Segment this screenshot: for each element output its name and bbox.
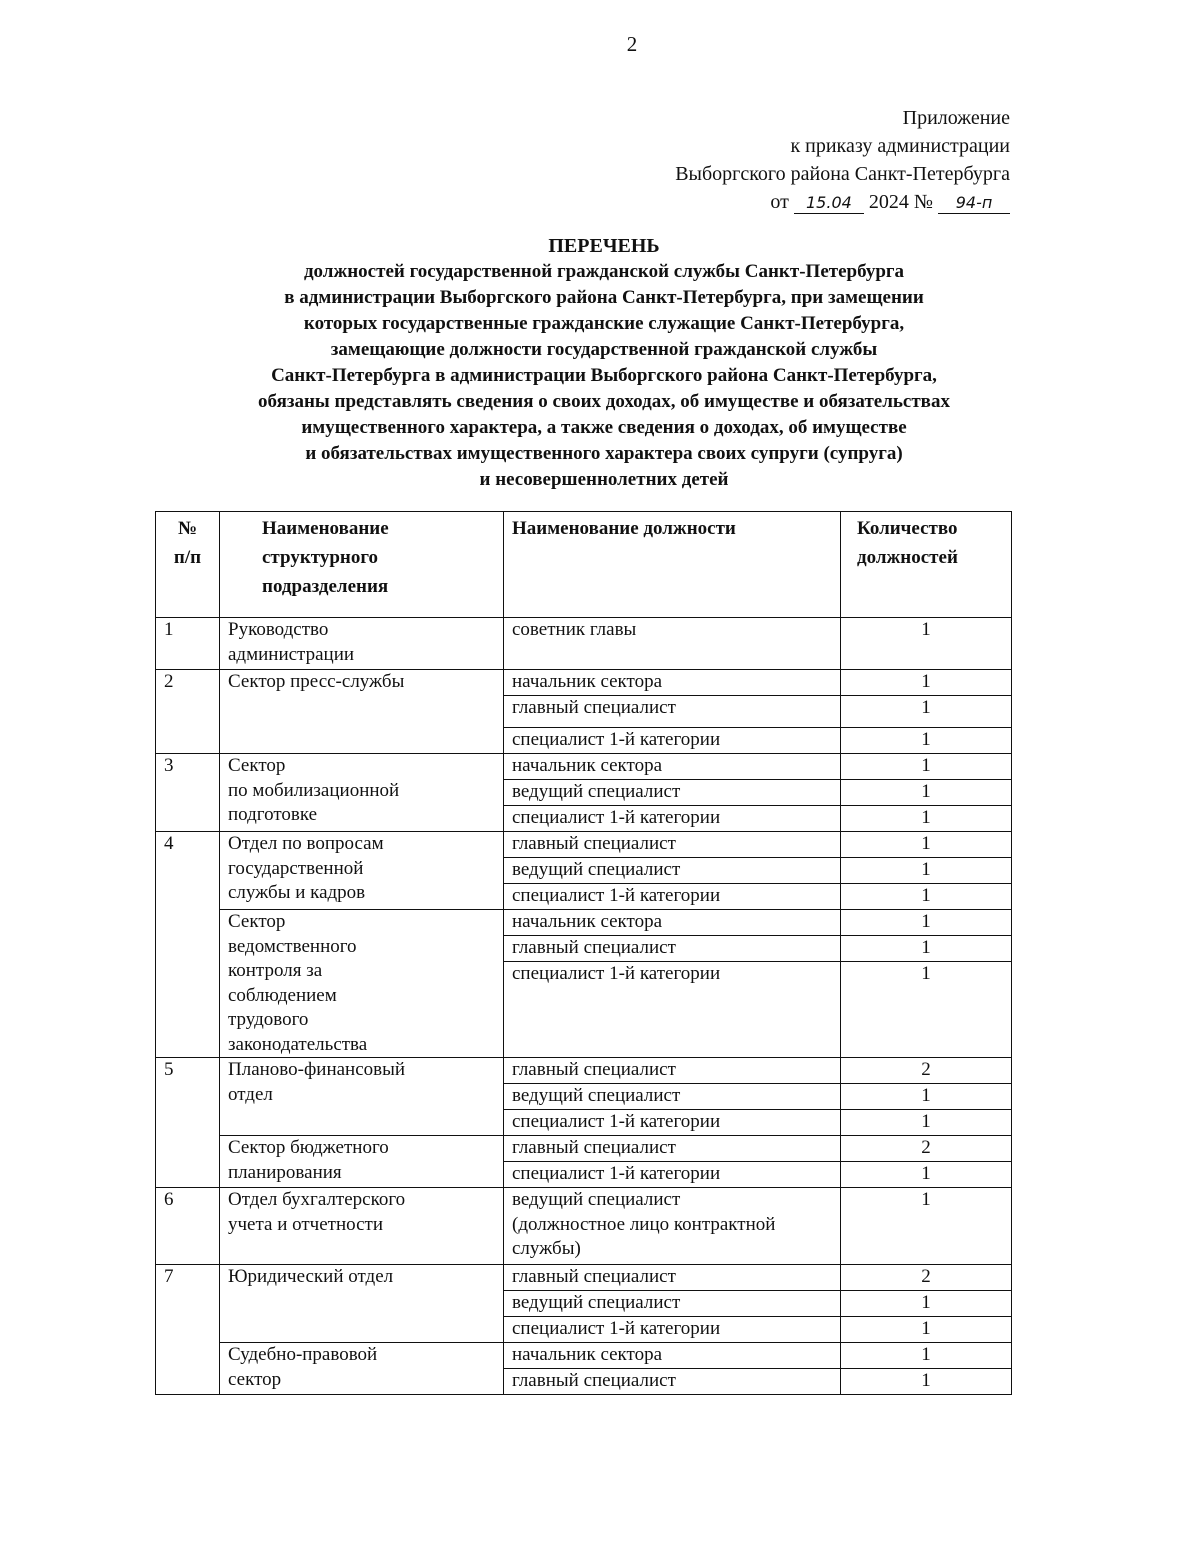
appendix-line: к приказу администрации (790, 135, 1010, 157)
appendix-line: Приложение (902, 107, 1010, 129)
count-cell: 1 (841, 1369, 1012, 1395)
unit-text: службы и кадров (228, 882, 366, 903)
unit-text: Сектор (228, 911, 286, 932)
header-text: № (177, 518, 198, 539)
unit-cell (220, 832, 504, 910)
header-text: должностей (857, 547, 958, 568)
position-cell: специалист 1-й категории (504, 806, 841, 832)
title-line: должностей государственной гражданской службы Санкт-Петербурга (303, 261, 905, 282)
position-cell (504, 1188, 841, 1265)
position-cell: главный специалист (504, 1058, 841, 1084)
unit-text: Планово-финансовый (228, 1059, 406, 1080)
position-cell: специалист 1-й категории (504, 1110, 841, 1136)
row-number: 5 (156, 1058, 220, 1188)
count-cell: 1 (841, 1110, 1012, 1136)
table-row (156, 1136, 1012, 1162)
count-cell: 2 (841, 1058, 1012, 1084)
row-number: 7 (156, 1265, 220, 1395)
count-cell: 1 (841, 1188, 1012, 1265)
unit-text: Отдел бухгалтерского (228, 1189, 406, 1210)
table-row (156, 618, 1012, 670)
title-line: и несовершеннолетних детей (479, 469, 729, 490)
date-prefix: от (770, 191, 789, 213)
position-cell: специалист 1-й категории (504, 1317, 841, 1343)
title-line: и обязательствах имущественного характера своих супруги (супруга) (305, 443, 903, 464)
title-line: замещающие должности государственной гражданской службы (330, 339, 878, 360)
count-cell: 1 (841, 780, 1012, 806)
handwritten-order-number: 94-п (938, 193, 1010, 214)
count-cell: 1 (841, 806, 1012, 832)
count-cell: 1 (841, 910, 1012, 936)
unit-text: учета и отчетности (228, 1213, 384, 1235)
order-year: 2024 № (868, 191, 933, 213)
title-line: которых государственные гражданские служащие Санкт-Петербурга, (303, 313, 905, 334)
header-text: Количество (857, 518, 958, 539)
table-row (156, 1188, 1012, 1265)
positions-table (155, 511, 1012, 1395)
position-cell: главный специалист (504, 832, 841, 858)
unit-text: по мобилизационной (228, 779, 400, 801)
table-row (156, 1343, 1012, 1369)
appendix-block (675, 104, 1010, 216)
title-line: имущественного характера, а также сведения о доходах, об имуществе (301, 417, 907, 438)
unit-text: трудового (228, 1009, 309, 1030)
unit-text: законодательства (228, 1033, 368, 1055)
position-cell: специалист 1-й категории (504, 884, 841, 910)
table-row (156, 1058, 1012, 1084)
position-text: службы) (512, 1238, 581, 1259)
count-cell: 1 (841, 1317, 1012, 1343)
unit-cell (220, 1188, 504, 1265)
position-cell: ведущий специалист (504, 858, 841, 884)
unit-text: планирования (228, 1161, 342, 1183)
position-cell: начальник сектора (504, 910, 841, 936)
title-line: обязаны представлять сведения о своих доходах, об имуществе и обязательствах (258, 391, 950, 412)
row-number: 2 (156, 670, 220, 754)
header-text: п/п (173, 547, 202, 568)
unit-text: Сектор бюджетного (228, 1137, 389, 1158)
table-row (156, 754, 1012, 780)
position-cell: главный специалист (504, 1369, 841, 1395)
count-cell: 1 (841, 884, 1012, 910)
position-cell: главный специалист (504, 1136, 841, 1162)
count-cell: 1 (841, 962, 1012, 1058)
unit-cell (220, 1136, 504, 1188)
row-number: 4 (156, 832, 220, 1058)
unit-text: сектор (228, 1368, 282, 1390)
appendix-date-line (675, 188, 1010, 216)
document-title (0, 233, 1200, 493)
unit-cell (220, 1343, 504, 1395)
title-line: Санкт-Петербурга в администрации Выборгского района Санкт-Петербурга, (271, 365, 937, 386)
unit-text: отдел (228, 1083, 273, 1105)
position-cell: начальник сектора (504, 670, 841, 696)
title-line: в администрации Выборгского района Санкт-Петербурга, при замещении (284, 287, 924, 308)
unit-cell (220, 754, 504, 832)
unit-cell (220, 1058, 504, 1136)
unit-text: Судебно-правовой (228, 1344, 378, 1365)
unit-text: подготовке (228, 804, 318, 825)
table-row (156, 910, 1012, 936)
appendix-line: Выборгского района Санкт-Петербурга (675, 163, 1010, 185)
count-cell: 1 (841, 670, 1012, 696)
table-row (156, 1265, 1012, 1291)
position-cell: специалист 1-й категории (504, 962, 841, 1058)
position-cell: специалист 1-й категории (504, 728, 841, 754)
header-unit (220, 512, 504, 618)
header-position (504, 512, 841, 618)
count-cell: 2 (841, 1265, 1012, 1291)
unit-cell: Юридический отдел (220, 1265, 504, 1343)
title-heading: ПЕРЕЧЕНЬ (548, 235, 660, 257)
page-number: 2 (626, 32, 638, 56)
unit-text: ведомственного (228, 935, 357, 957)
position-cell: главный специалист (504, 696, 841, 728)
position-text: ведущий специалист (512, 1189, 681, 1210)
row-number: 3 (156, 754, 220, 832)
count-cell: 1 (841, 1343, 1012, 1369)
position-cell: начальник сектора (504, 754, 841, 780)
handwritten-date: 15.04 (794, 193, 864, 214)
count-cell: 1 (841, 832, 1012, 858)
position-cell: ведущий специалист (504, 1084, 841, 1110)
unit-text: Руководство (228, 619, 329, 640)
table-row (156, 670, 1012, 696)
unit-text: соблюдением (228, 984, 337, 1006)
header-number (156, 512, 220, 618)
position-text: (должностное лицо контрактной (512, 1213, 776, 1235)
row-number: 1 (156, 618, 220, 670)
unit-text: администрации (228, 643, 355, 665)
count-cell: 1 (841, 858, 1012, 884)
position-cell: главный специалист (504, 936, 841, 962)
count-cell: 1 (841, 1291, 1012, 1317)
position-cell: советник главы (504, 618, 841, 670)
position-cell: ведущий специалист (504, 780, 841, 806)
unit-text: Отдел по вопросам (228, 833, 384, 854)
count-cell: 1 (841, 696, 1012, 728)
header-text: Наименование (262, 518, 389, 539)
position-cell: специалист 1-й категории (504, 1162, 841, 1188)
position-cell: ведущий специалист (504, 1291, 841, 1317)
position-cell: главный специалист (504, 1265, 841, 1291)
count-cell: 2 (841, 1136, 1012, 1162)
count-cell: 1 (841, 618, 1012, 670)
count-cell: 1 (841, 1084, 1012, 1110)
header-text: Наименование должности (512, 518, 736, 539)
row-number: 6 (156, 1188, 220, 1265)
count-cell: 1 (841, 1162, 1012, 1188)
unit-text: государственной (228, 857, 364, 879)
count-cell: 1 (841, 754, 1012, 780)
count-cell: 1 (841, 936, 1012, 962)
table-header-row (156, 512, 1012, 618)
unit-cell: Сектор пресс-службы (220, 670, 504, 754)
table-row (156, 832, 1012, 858)
unit-text: контроля за (228, 960, 323, 981)
header-text: структурного (262, 547, 379, 568)
unit-cell (220, 618, 504, 670)
position-cell: начальник сектора (504, 1343, 841, 1369)
header-text: подразделения (262, 576, 389, 597)
count-cell: 1 (841, 728, 1012, 754)
unit-text: Сектор (228, 755, 286, 776)
header-count (841, 512, 1012, 618)
unit-cell (220, 910, 504, 1058)
